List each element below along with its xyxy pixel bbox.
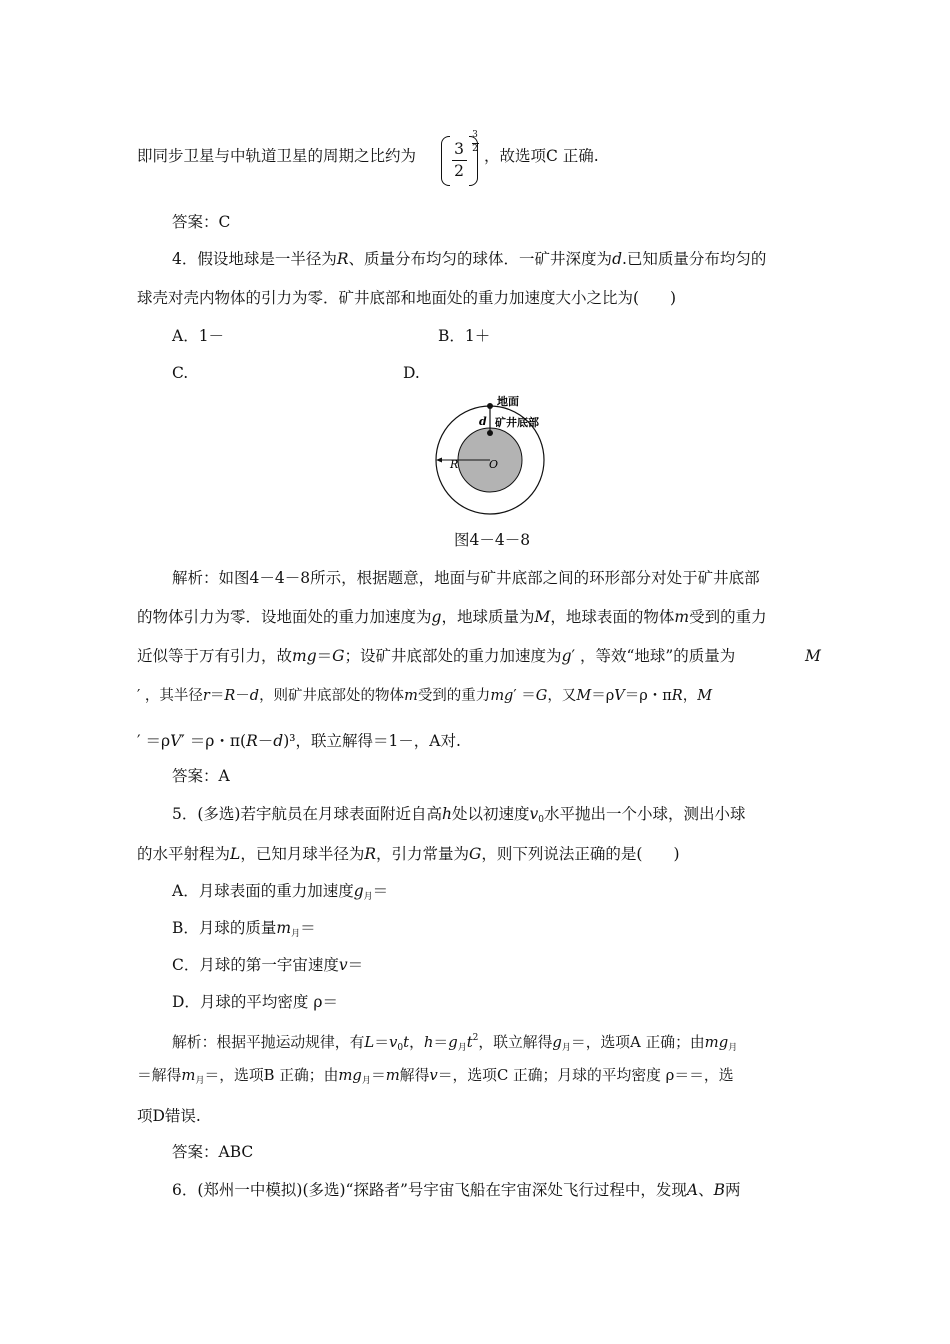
q4-line2: 球壳对壳内物体的引力为零．矿井底部和地面处的重力加速度大小之比为( ) [137, 289, 677, 307]
s4-line3-M: M [805, 647, 821, 665]
fraction-denominator: 2 [454, 162, 464, 180]
q5-line1: 5．(多选)若宇航员在月球表面附近自高h处以初速度$v_0$水平抛出一个小球，测出小球 [172, 805, 746, 825]
answer-3: 答案：C [172, 213, 231, 231]
s5-line3: 项D错误. [137, 1107, 201, 1125]
fraction-numerator: 3 [454, 140, 464, 158]
answer-4: 答案：A [172, 767, 230, 785]
mine-bottom-point [487, 430, 493, 436]
surface-label: 地面 [497, 395, 519, 408]
center-label: O [489, 458, 499, 471]
s5-line2: ＝解得$m_月=$，选项B 正确；由$mg_月=m$解得v＝，选项C 正确；月球的平均密度 ρ＝＝，选 [137, 1067, 734, 1086]
exponent-denominator: 2 [472, 144, 478, 154]
earth-mine-diagram [425, 388, 555, 518]
s5-line1: 解析：根据平抛运动规律，有$L=v_0t$，$h=g_月t^2$，联立解得$g_月=$，选项A 正确；由$mg_月$ [172, 1033, 738, 1053]
q5-line2: 的水平射程为L，已知月球半径为R，引力常量为G，则下列说法正确的是( ) [137, 845, 680, 863]
q4-option-b: B．1＋ [438, 327, 491, 345]
q6-line1: 6．(郑州一中模拟)(多选)“探路者”号宇宙飞船在宇宙深处飞行过程中，发现A、B两 [172, 1181, 741, 1199]
s4-line2: 的物体引力为零．设地面处的重力加速度为g，地球质量为M，地球表面的物体m受到的重力 [137, 608, 767, 626]
q5-option-b: B．月球的质量$m_月=$ [172, 919, 316, 939]
q4-option-d: D. [403, 364, 420, 382]
q4-option-c: C. [172, 364, 189, 382]
q5-option-c: C．月球的第一宇宙速度v＝ [172, 956, 364, 974]
mine-bottom-label: 矿井底部 [495, 416, 539, 429]
answer-5: 答案：ABC [172, 1143, 254, 1161]
q5-option-d: D．月球的平均密度 ρ＝ [172, 993, 338, 1011]
conclusion-text: 即同步卫星与中轨道卫星的周期之比约为 [137, 147, 417, 165]
surface-point [487, 403, 493, 409]
s4-line3: 近似等于万有引力，故mg＝G；设矿井底部处的重力加速度为g′ ，等效“地球”的质量为 [137, 647, 736, 665]
exponent-numerator: 3 [472, 130, 478, 140]
q5-option-a: A．月球表面的重力加速度$g_月=$ [172, 882, 389, 902]
s4-line5: ′ ＝ρV′ ＝ρ・π(R－d)³，联立解得＝1－，A对. [137, 732, 461, 750]
radius-label: R [450, 458, 459, 471]
s4-line1: 解析：如图4－4－8所示，根据题意，地面与矿井底部之间的环形部分对处于矿井底部 [172, 569, 760, 587]
conclusion-tail: ，故选项C 正确. [484, 147, 599, 165]
left-paren [441, 136, 450, 186]
depth-label: d [479, 415, 487, 428]
q4-line1: 4．假设地球是一半径为R、质量分布均匀的球体．一矿井深度为d.已知质量分布均匀的 [172, 250, 767, 268]
s4-line4: ′ ，其半径r＝R－d，则矿井底部处的物体m受到的重力mg′ ＝G，又M＝ρV＝ρ・πR，M [137, 688, 713, 704]
q4-option-a: A．1－ [172, 327, 225, 345]
fraction-bar [452, 160, 467, 161]
conclusion-line [137, 146, 416, 166]
figure-caption: 图4－4－8 [454, 531, 531, 549]
radius-arrow-head [436, 458, 442, 463]
